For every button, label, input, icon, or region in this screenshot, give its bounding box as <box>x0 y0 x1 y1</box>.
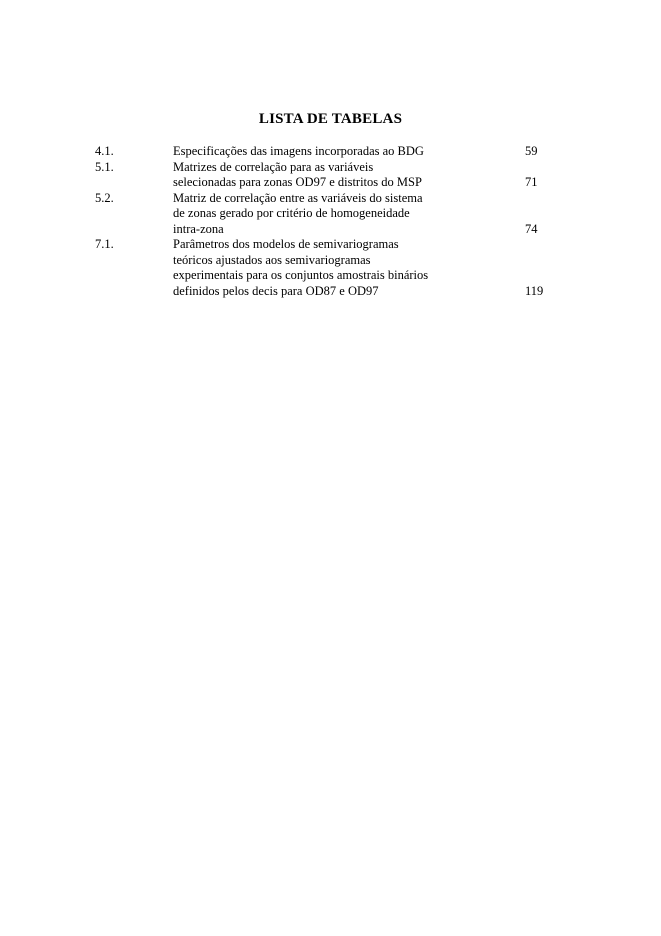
page-number: 59 <box>525 144 538 158</box>
list-item <box>95 237 555 299</box>
table-number: 5.1. <box>95 159 114 174</box>
caption-line: definidos pelos decis para OD87 e OD97 <box>173 283 379 298</box>
caption-line: teóricos ajustados aos semivariogramas <box>173 252 371 267</box>
caption-line: Matriz de correlação entre as variáveis do sistema <box>173 190 423 205</box>
page-title: LISTA DE TABELAS <box>258 111 403 127</box>
caption-line: intra-zona <box>173 221 224 236</box>
table-list <box>95 144 555 299</box>
table-number: 4.1. <box>95 144 114 158</box>
caption-line: Matrizes de correlação para as variáveis <box>173 159 374 174</box>
table-caption <box>173 237 525 299</box>
page-number: 71 <box>525 175 538 189</box>
caption-line: selecionadas para zonas OD97 e distritos do MSP <box>173 175 422 189</box>
table-caption <box>173 144 525 160</box>
table-number: 5.2. <box>95 190 114 205</box>
table-caption <box>173 160 525 191</box>
caption-line: experimentais para os conjuntos amostrais binários <box>173 268 429 282</box>
page-number: 74 <box>525 221 538 236</box>
table-caption <box>173 191 525 238</box>
list-item <box>95 144 555 160</box>
page-number: 119 <box>525 283 544 298</box>
caption-line: Parâmetros dos modelos de semivariogramas <box>173 237 399 251</box>
caption-line: Especificações das imagens incorporadas ao BDG <box>173 144 424 158</box>
table-number: 7.1. <box>95 237 114 251</box>
list-item <box>95 191 555 238</box>
caption-line: de zonas gerado por critério de homogeneidade <box>173 206 410 220</box>
list-item <box>95 160 555 191</box>
